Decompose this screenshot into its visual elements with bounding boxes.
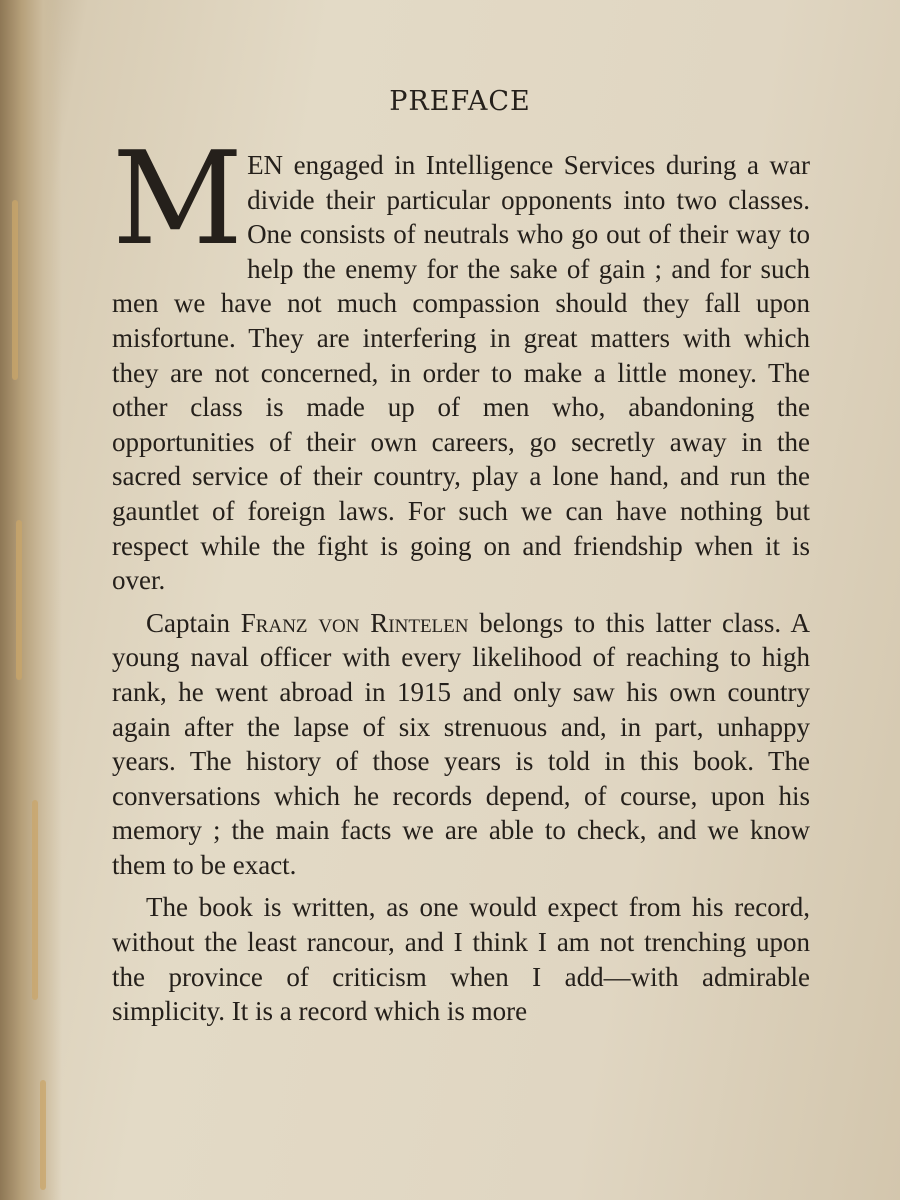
binding-stitch <box>12 200 18 380</box>
paragraph-1-text: engaged in Intelligence Services during a war divide their particular opponents into two classes. One consists of neutrals who go out of their way to help the enemy for the sake of gain ; and for such men we have not much compassion should they fall upon misfortune. They are interfering in great matters with which they are not concerned, in order to make a little money. The other class is made up of men who, abandoning the opportunities of their own careers, go secretly away in the sacred service of their country, play a lone hand, and run the gauntlet of foreign laws. For such we can have nothing but respect while the fight is going on and friendship when it is over. <box>112 150 810 596</box>
paragraph-2-text: belongs to this latter class. A young naval officer with every likelihood of reaching to high rank, he went abroad in 1915 and only saw his own country again after the lapse of six strenuous and, in part, unhappy years. The history of those years is told in this book. The conversations which he records depend, of course, upon his memory ; the main facts we are able to check, and we know them to be exact. <box>112 607 810 880</box>
paragraph-2 <box>112 606 810 883</box>
binding-stitch <box>40 1080 46 1190</box>
paragraph-3 <box>112 890 810 1028</box>
binding-stitch <box>16 520 22 680</box>
paragraph-3-text: The book is written, as one would expect from his record, without the least rancour, and I think I am not trenching upon the province of criticism when I add—with admirable simplicity. It is a record which is more <box>112 892 810 1027</box>
body-text <box>112 125 810 1029</box>
drop-cap: M <box>112 125 244 274</box>
author-name: Franz von Rintelen <box>240 607 469 638</box>
paragraph-2-prefix: Captain <box>146 607 241 638</box>
binding-stitch <box>32 800 38 1000</box>
opening-caps: EN <box>247 150 284 180</box>
paragraph-1 <box>112 125 810 598</box>
page-gutter <box>0 0 62 1200</box>
page-title: PREFACE <box>389 86 531 117</box>
